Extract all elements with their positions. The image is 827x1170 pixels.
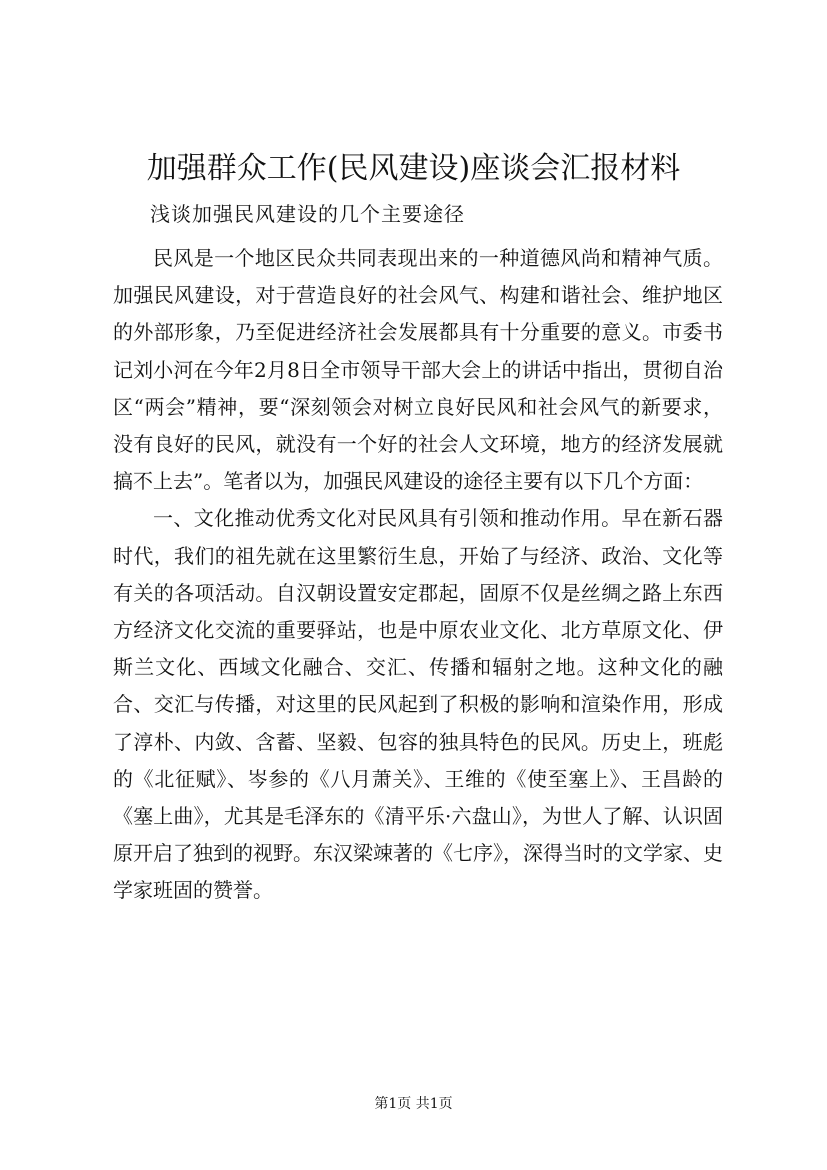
page-number: 第1页 共1页 — [374, 1096, 453, 1112]
document-title: 加强群众工作(民风建设)座谈会汇报材料 — [146, 151, 681, 186]
document-body — [113, 240, 723, 910]
document-subtitle: 浅谈加强民风建设的几个主要途径 — [150, 202, 465, 226]
paragraph-intro: 民风是一个地区民众共同表现出来的一种道德风尚和精神气质。加强民风建设，对于营造良好的社会风气、构建和谐社会、维护地区的外部形象，乃至促进经济社会发展都具有十分重要的意义。市委书记刘小河在今年2月8日全市领导干部大会上的讲话中指出，贯彻自治区“两会”精神，要“深刻领会对树立良好民风和社会风气的新要求，没有良好的民风，就没有一个好的社会人文环境，地方的经济发展就搞不上去”。笔者以为，加强民风建设的途径主要有以下几个方面： — [113, 246, 723, 494]
paragraph-culture: 一、文化推动优秀文化对民风具有引领和推动作用。早在新石器时代，我们的祖先就在这里繁衍生息，开始了与经济、政治、文化等有关的各项活动。自汉朝设置安定郡起，固原不仅是丝绸之路上东西方经济文化交流的重要驿站，也是中原农业文化、北方草原文化、伊斯兰文化、西域文化融合、交汇、传播和辐射之地。这种文化的融合、交汇与传播，对这里的民风起到了积极的影响和渲染作用，形成了淳朴、内敛、含蓄、坚毅、包容的独具特色的民风。历史上，班彪的《北征赋》、岑参的《八月萧关》、王维的《使至塞上》、王昌龄的《塞上曲》，尤其是毛泽东的《清平乐·六盘山》，为世人了解、认识固原开启了独到的视野。东汉梁竦著的《七序》，深得当时的文学家、史学家班固的赞誉。 — [113, 506, 723, 903]
